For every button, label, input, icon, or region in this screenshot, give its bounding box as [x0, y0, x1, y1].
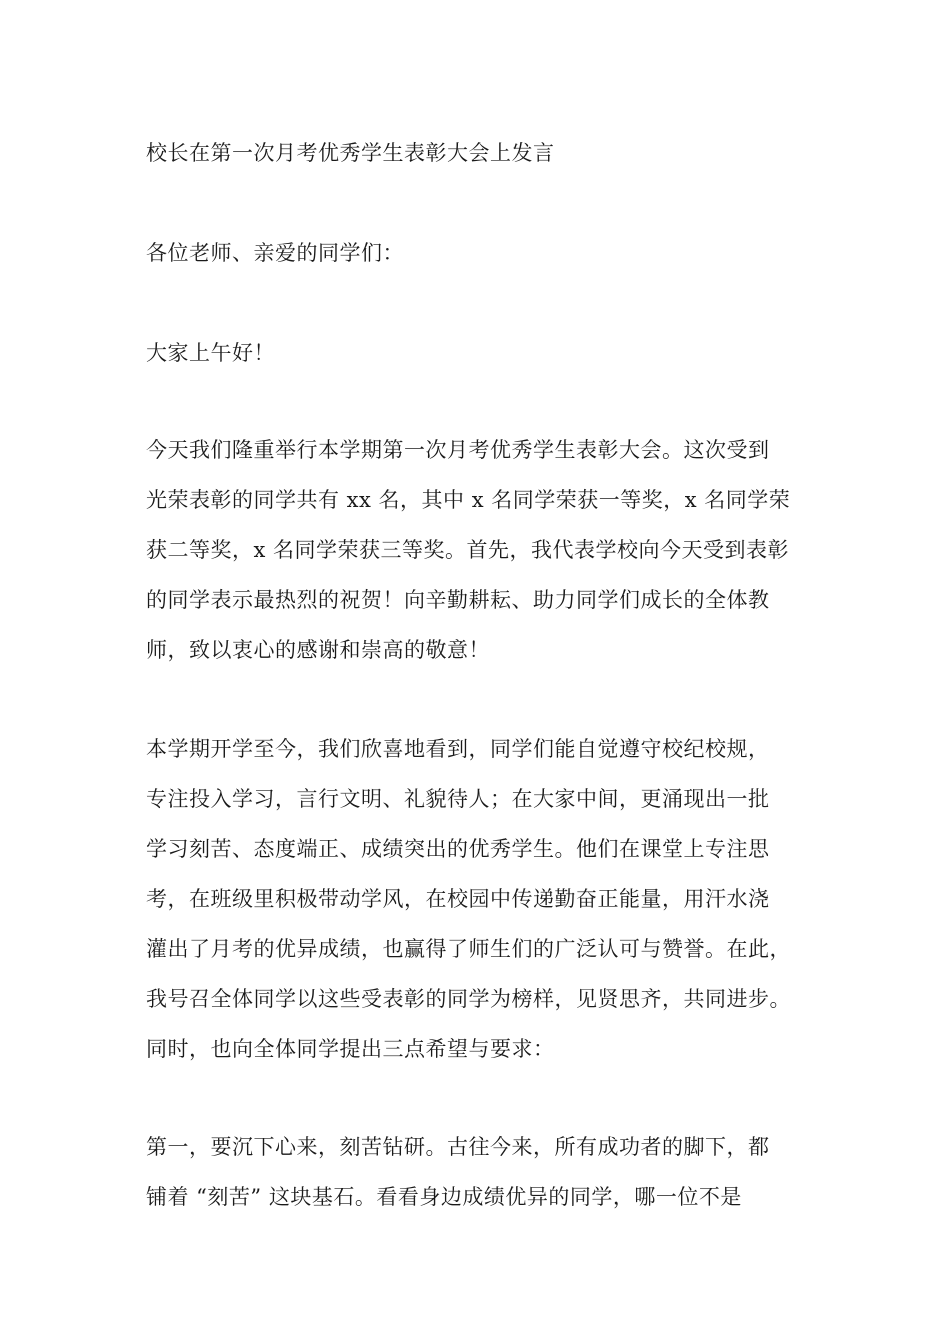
- paragraph-line: 师，致以衷心的感谢和崇高的敬意！: [146, 638, 490, 662]
- paragraph-line: 学习刻苦、态度端正、成绩突出的优秀学生。他们在课堂上专注思: [146, 837, 770, 861]
- paragraph-line: 我号召全体同学以这些受表彰的同学为榜样，见贤思齐，共同进步。: [146, 987, 791, 1011]
- paragraph-line: 光荣表彰的同学共有 xx 名，其中 x 名同学荣获一等奖，x 名同学荣: [146, 488, 791, 512]
- paragraph-line: 的同学表示最热烈的祝贺！向辛勤耕耘、助力同学们成长的全体教: [146, 588, 770, 612]
- paragraph-line: 今天我们隆重举行本学期第一次月考优秀学生表彰大会。这次受到: [146, 438, 770, 462]
- paragraph-line: 铺着 “刻苦” 这块基石。看看身边成绩优异的同学，哪一位不是: [146, 1185, 742, 1209]
- paragraph-line: 第一，要沉下心来，刻苦钻研。古往今来，所有成功者的脚下，都: [146, 1135, 770, 1159]
- document-title: 校长在第一次月考优秀学生表彰大会上发言: [146, 141, 555, 165]
- paragraph-line: 本学期开学至今，我们欣喜地看到，同学们能自觉遵守校纪校规，: [146, 737, 770, 761]
- greeting: 大家上午好！: [146, 341, 275, 365]
- salutation: 各位老师、亲爱的同学们：: [146, 241, 404, 265]
- paragraph-line: 获二等奖，x 名同学荣获三等奖。首先，我代表学校向今天受到表彰: [146, 538, 790, 562]
- paragraph-line: 考，在班级里积极带动学风，在校园中传递勤奋正能量，用汗水浇: [146, 887, 770, 911]
- paragraph-line: 同时，也向全体同学提出三点希望与要求：: [146, 1037, 555, 1061]
- paragraph-line: 专注投入学习，言行文明、礼貌待人；在大家中间，更涌现出一批: [146, 787, 770, 811]
- paragraph-line: 灌出了月考的优异成绩，也赢得了师生们的广泛认可与赞誉。在此，: [146, 937, 791, 961]
